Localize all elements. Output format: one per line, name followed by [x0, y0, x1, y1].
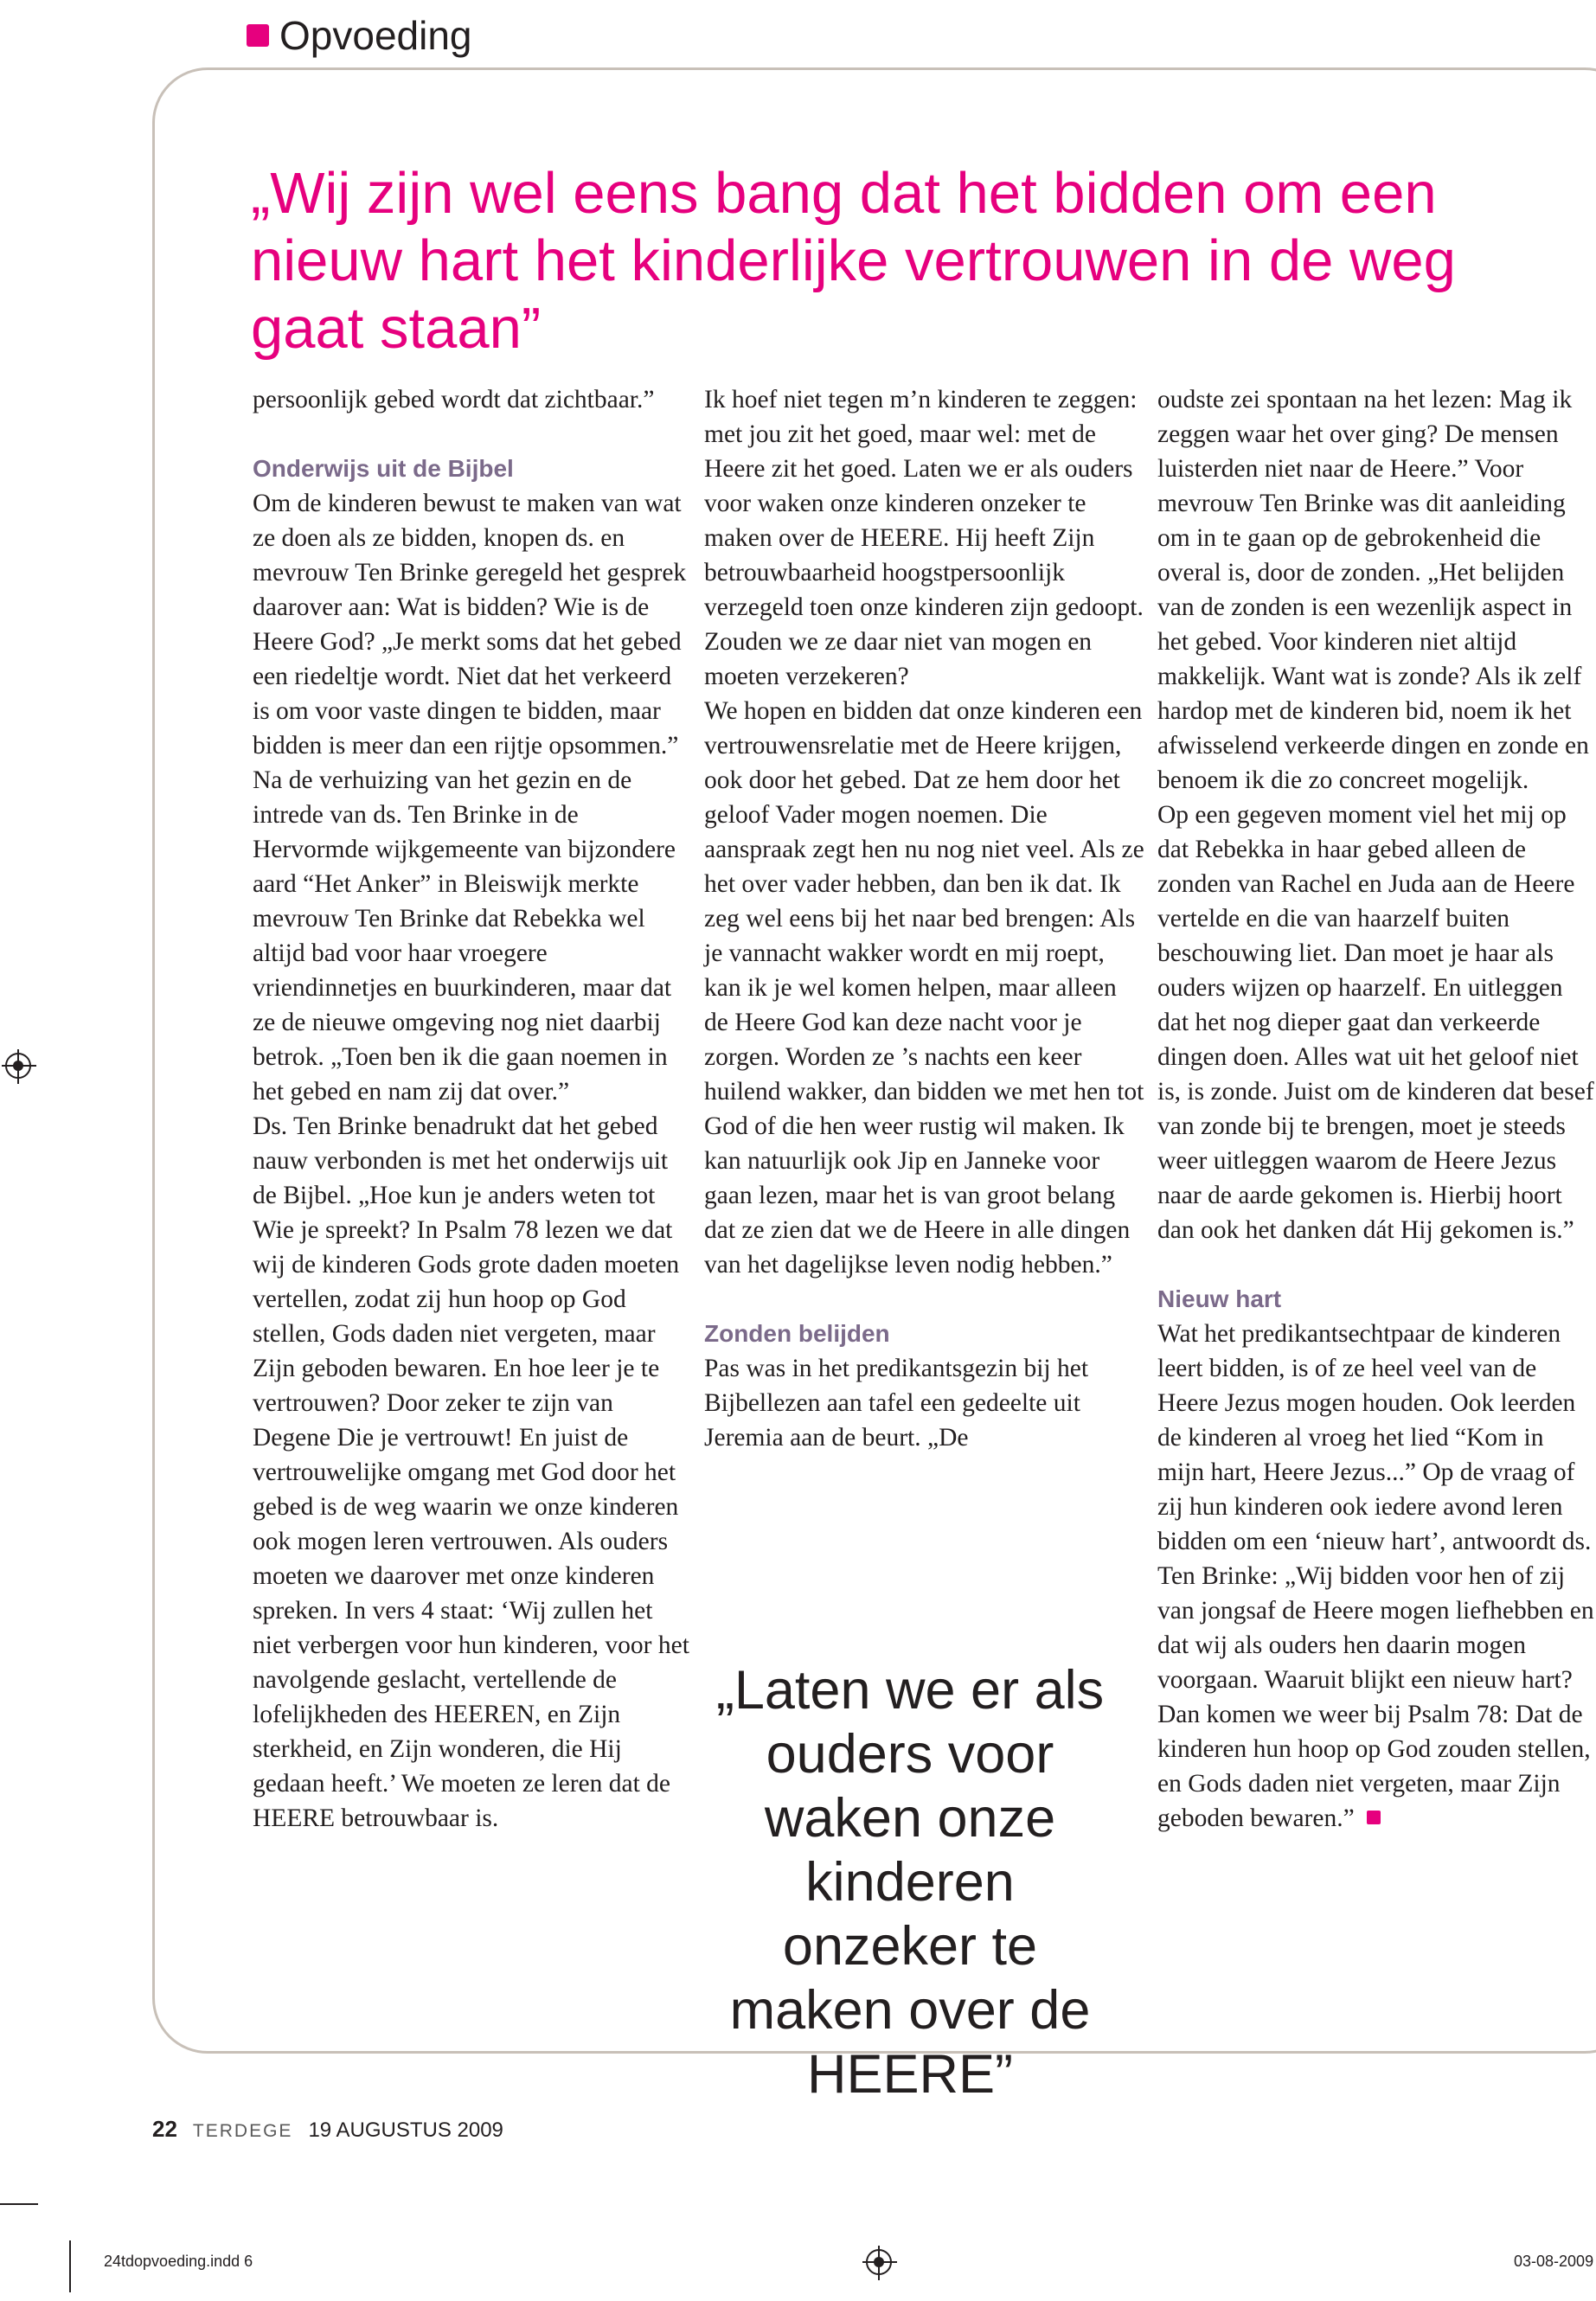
registration-mark-icon	[5, 1053, 31, 1079]
headline-quote: „Wij zijn wel eens bang dat het bidden om een nieuw hart het kinderlijke vertrouwen in de weg gaat staan”	[251, 161, 1456, 361]
paragraph: We hopen en bidden dat onze kinderen een vertrouwensrelatie met de Heere krijgen, ook door het gebed. Dat ze hem door het geloof Vader mogen noemen. Die aanspraak zegt hen nu nog niet veel. Als ze het over vader hebben, dan ben ik dat. Ik zeg wel eens bij het naar bed brengen: Als je vannacht wakker wordt en mij roept, kan ik je wel komen helpen, maar alleen de Heere God kan deze nacht voor je zorgen. Worden ze ’s nachts een keer huilend wakker, dan bidden we met hen tot God of die hen weer rustig wil maken. Ik kan natuurlijk ook Jip en Janneke voor gaan lezen, maar het is van groot belang dat ze zien dat we de Heere in alle dingen van het dagelijkse leven nodig hebben.”	[704, 697, 1144, 1279]
paragraph: Ik hoef niet tegen m’n kinderen te zeggen: met jou zit het goed, maar wel: met de Heere zit het goed. Laten we er als ouders voor waken onze kinderen onzeker te maken over de HEERE. Hij heeft Zijn betrouwbaarheid hoogstpersoonlijk verzegeld toen onze kinderen zijn gedoopt. Zouden we ze daar niet van mogen en moeten verzekeren?	[704, 386, 1144, 690]
magazine-name: TERDEGE	[192, 2121, 293, 2141]
paragraph: Op een gegeven moment viel het mij op dat Rebekka in haar gebed alleen de zonden van Rachel en Juda aan de Heere vertelde en die van haarzelf buiten beschouwing liet. Dan moet je haar als ouders wijzen op haarzelf. En uitleggen dat het nog dieper gaat dan verkeerde dingen doen. Alles wat uit het geloof niet is, is zonde. Juist om de kinderen dat besef van zonde bij te brengen, moet je steeds weer uitleggen waarom de Heere Jezus naar de aarde gekomen is. Hierbij hoort dan ook het danken dát Hij gekomen is.”	[1157, 801, 1594, 1244]
paragraph: Om de kinderen bewust te maken van wat ze doen als ze bidden, knopen ds. en mevrouw Ten Brinke geregeld het gesprek daarover aan: Wat is bidden? Wie is de Heere God? „Je merkt soms dat het gebed een riedeltje wordt. Niet dat het verkeerd is om voor vaste dingen te bidden, maar bidden is meer dan een rijtje opsommen.”	[253, 490, 687, 760]
column-3	[1157, 382, 1594, 1836]
slug-date: 03-08-2009	[1514, 2253, 1594, 2270]
end-mark-icon	[1367, 1811, 1381, 1824]
issue-date: 19 AUGUSTUS 2009	[308, 2118, 503, 2142]
page-footer	[152, 2116, 503, 2143]
page-number: 22	[152, 2116, 177, 2142]
paragraph-final-text: Wat het predikantsechtpaar de kinderen leert bidden, is of ze heel veel van de Heere Jezus mogen houden. Ook leerden de kinderen al vroeg het lied “Kom in mijn hart, Heere Jezus...” Op de vraag of zij hun kinderen ook iedere avond leren bidden om een ‘nieuw hart’, antwoordt ds. Ten Brinke: „Wij bidden voor hen of zij van jongsaf de Heere mogen liefhebben en dat wij als ouders hen daarin mogen voorgaan. Waaruit blijkt een nieuw hart? Dan komen we weer bij Psalm 78: Dat de kinderen hun hoop op God zouden stellen, en Gods daden niet vergeten, maar Zijn geboden bewaren.”	[1157, 1320, 1594, 1832]
subheading-nieuw-hart: Nieuw hart	[1157, 1285, 1282, 1312]
paragraph-final	[1157, 1317, 1594, 1836]
crop-mark	[69, 2240, 71, 2292]
paragraph: persoonlijk gebed wordt dat zichtbaar.”	[253, 386, 655, 413]
paragraph: oudste zei spontaan na het lezen: Mag ik zeggen waar het over ging? De mensen luisterden niet naar de Heere.” Voor mevrouw Ten Brinke was dit aanleiding om in te gaan op de gebrokenheid die overal is, door de zonden. „Het belijden van de zonden is een wezenlijk aspect in het gebed. Voor kinderen niet altijd makkelijk. Want wat is zonde? Als ik zelf hardop met de kinderen bid, noem ik het afwisselend verkeerde dingen en zonde en benoem ik die zo concreet mogelijk.	[1157, 386, 1589, 794]
slug-filename: 24tdopvoeding.indd 6	[104, 2253, 253, 2270]
pull-quote: „Laten we er als ouders voor waken onze kinderen onzeker te maken over de HEERE”	[715, 1660, 1105, 2105]
section-header	[247, 12, 472, 59]
paragraph: Na de verhuizing van het gezin en de intrede van ds. Ten Brinke in de Hervormde wijkgemeente van bijzondere aard “Het Anker” in Bleiswijk merkte mevrouw Ten Brinke dat Rebekka wel altijd bad voor haar vroegere vriendinnetjes en buurkinderen, maar dat ze de nieuwe omgeving nog niet daarbij betrok. „Toen ben ik die gaan noemen in het gebed en nam zij dat over.”	[253, 766, 676, 1106]
section-marker	[247, 24, 269, 47]
subheading-onderwijs: Onderwijs uit de Bijbel	[253, 455, 514, 482]
registration-mark-icon	[866, 2249, 892, 2275]
subheading-zonden-belijden: Zonden belijden	[704, 1320, 890, 1347]
column-2	[704, 382, 1145, 1455]
paragraph: Pas was in het predikantsgezin bij het Bijbellezen aan tafel een gedeelte uit Jeremia aan de beurt. „De	[704, 1355, 1089, 1452]
section-label: Opvoeding	[279, 13, 472, 58]
paragraph: Ds. Ten Brinke benadrukt dat het gebed nauw verbonden is met het onderwijs uit de Bijbel. „Hoe kun je anders weten tot Wie je spreekt? In Psalm 78 lezen we dat wij de kinderen Gods grote daden moeten vertellen, zodat zij hun hoop op God stellen, Gods daden niet vergeten, maar Zijn geboden bewaren. En hoe leer je te vertrouwen? Door zeker te zijn van Degene Die je vertrouwt! En juist de vertrouwelijke omgang met God door het gebed is de weg waarin we onze kinderen ook mogen leren vertrouwen. Als ouders moeten we daarover met onze kinderen spreken. In vers 4 staat: ‘Wij zullen het niet verbergen voor hun kinderen, voor het navolgende geslacht, vertellende de lofelijkheden des HEEREN, en Zijn sterkheid, en Zijn wonderen, die Hij gedaan heeft.’ We moeten ze leren dat de HEERE betrouwbaar is.	[253, 1112, 689, 1832]
column-1	[253, 382, 694, 1836]
crop-mark	[0, 2203, 38, 2205]
